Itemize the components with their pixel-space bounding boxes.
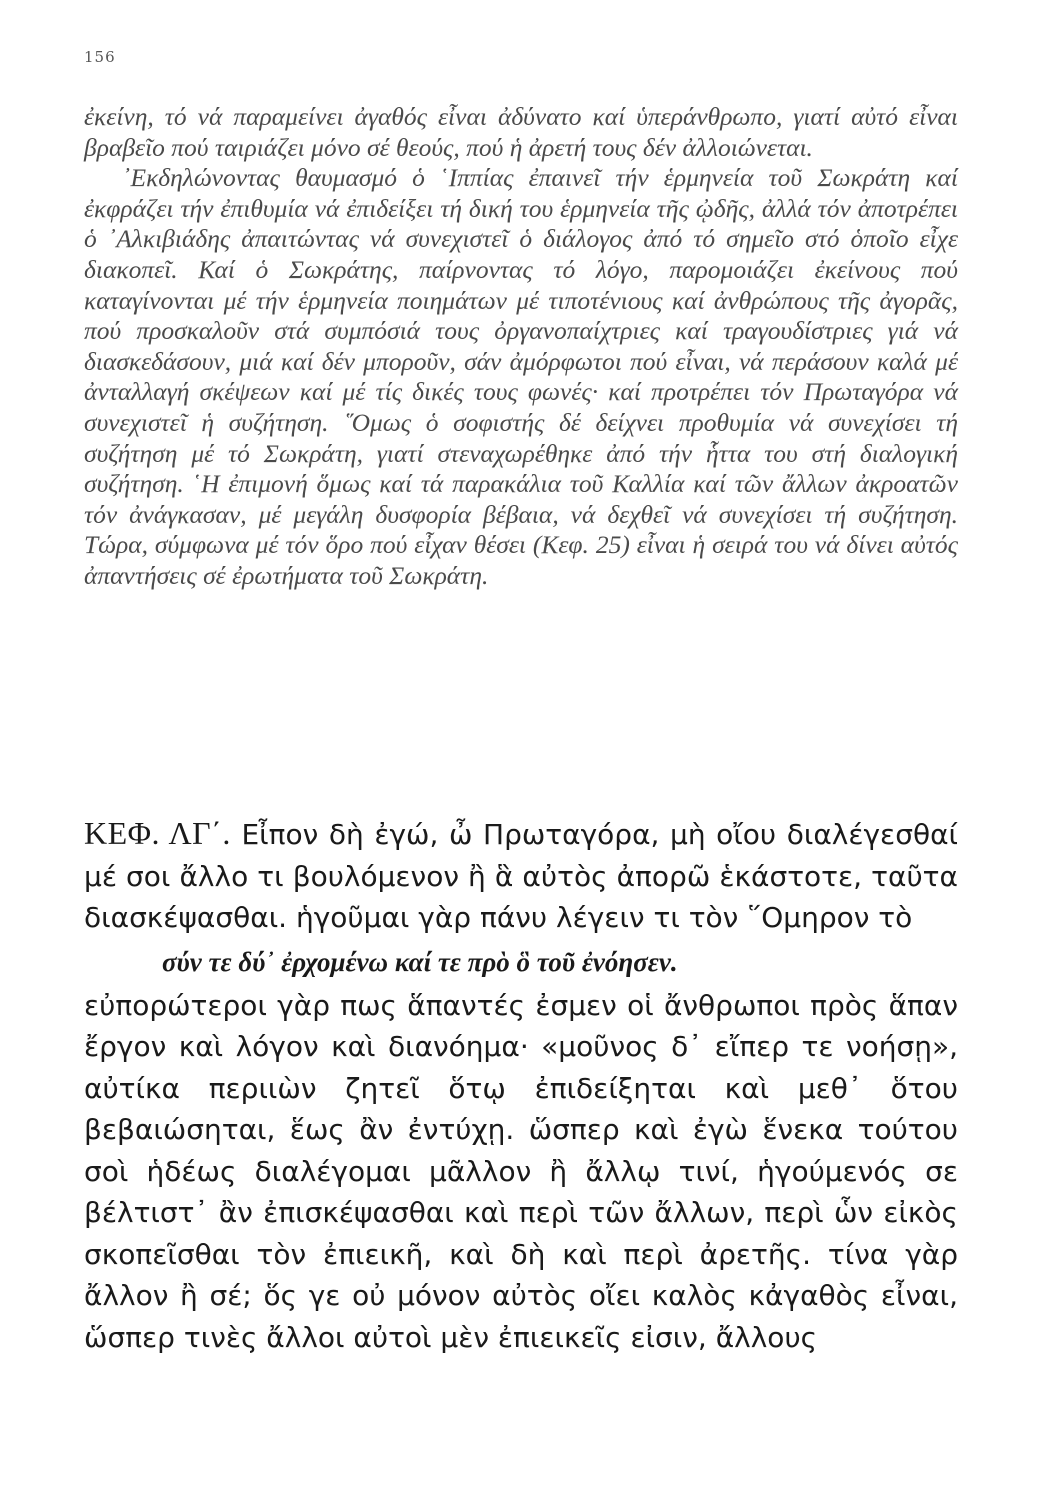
commentary-paragraph: ἐκείνη, τό νά παραμείνει ἀγαθός εἶναι ἀδύνατο καί ὑπεράνθρωπο, γιατί αὐτό εἶναι βραβεῖο πού ταιριάζει μόνο σέ θεούς, πού ἡ ἀρετή τους δέν ἀλλοιώνεται.	[84, 102, 958, 162]
page-number: 156	[84, 48, 116, 66]
greek-paragraph: εὐπορώτεροι γὰρ πως ἅπαντές ἐσμεν οἱ ἄνθρωποι πρὸς ἅπαν ἔργον καὶ λόγον καὶ διανόημα· «μοῦνος δ᾿ εἴπερ τε νοήσῃ», αὐτίκα περιιὼν ζητεῖ ὅτῳ ἐπιδείξηται καὶ μεθ᾿ ὅτου βεβαιώσηται, ἕως ἂν ἐντύχῃ. ὥσπερ καὶ ἐγὼ ἕνεκα τούτου σοὶ ἡδέως διαλέγομαι μᾶλλον ἢ ἄλλῳ τινί, ἡγούμενός σε βέλτιστ᾿ ἂν ἐπισκέψασθαι καὶ περὶ τῶν ἄλλων, περὶ ὧν εἰκὸς σκοπεῖσθαι τὸν ἐπιεικῆ, καὶ δὴ καὶ περὶ ἀρετῆς. τίνα γὰρ ἄλλον ἢ σέ; ὅς γε οὐ μόνον αὐτὸς οἴει καλὸς κἀγαθὸς εἶναι, ὥσπερ τινὲς ἄλλοι αὐτοὶ μὲν ἐπιεικεῖς εἰσιν, ἄλλους	[84, 988, 958, 1354]
ancient-greek-text	[84, 813, 958, 1358]
commentary-paragraph: ᾿Εκδηλώνοντας θαυμασμό ὁ ῾Ιππίας ἐπαινεῖ τήν ἑρμηνεία τοῦ Σωκράτη καί ἐκφράζει τήν ἐπιθυμία νά ἐπιδείξει τή δική του ἑρμηνεία τῆς ᾠδῆς, ἀλλά τόν ἀποτρέπει ὁ ᾿Αλκιβιάδης ἀπαιτώντας νά συνεχιστεῖ ὁ διάλογος ἀπό τό σημεῖο στό ὁποῖο εἶχε διακοπεῖ. Καί ὁ Σωκράτης, παίρνοντας τό λόγο, παρομοιάζει ἐκείνους πού καταγίνονται μέ τήν ἑρμηνεία ποιημάτων μέ τιποτένιους καί ἀνθρώπους τῆς ἀγορᾶς, πού προσκαλοῦν στά συμπόσιά τους ὀργανοπαίχτριες καί τραγουδίστριες γιά νά διασκεδάσουν, μιά καί δέν μποροῦν, σάν ἀμόρφωτοι πού εἶναι, νά περάσουν καλά μέ ἀνταλλαγή σκέψεων καί μέ τίς δικές τους φωνές· καί προτρέπει τόν Πρωταγόρα νά συνεχιστεῖ ἡ συζήτηση. ῞Ομως ὁ σοφιστής δέ δείχνει προθυμία νά συνεχίσει τή συζήτηση μέ τό Σωκράτη, γιατί στεναχωρέθηκε ἀπό τήν ἧττα του στή διαλογική συζήτηση. ῾Η ἐπιμονή ὅμως καί τά παρακάλια τοῦ Καλλία καί τῶν ἄλλων ἀκροατῶν τόν ἀνάγκασαν, μέ μεγάλη δυσφορία βέβαια, νά δεχθεῖ νά συνεχίσει τή συζήτηση. Τώρα, σύμφωνα μέ τόν ὅρο πού εἶχαν θέσει (Κεφ. 25) εἶναι ἡ σειρά του νά δίνει αὐτός ἀπαντήσεις σέ ἐρωτήματα τοῦ Σωκράτη.	[84, 163, 958, 590]
greek-paragraph-text: Εἶπον δὴ ἐγώ, ὦ Πρωταγόρα, μὴ οἴου διαλέγεσθαί μέ σοι ἄλλο τι βουλόμενον ἢ ἃ αὐτὸς ἀπορῶ ἑκάστοτε, ταῦτα διασκέψασθαι. ἡγοῦμαι γὰρ πάνυ λέγειν τι τὸν ῞Ομηρον τὸ	[84, 818, 959, 934]
chapter-label: ΚΕΦ. ΛΓ΄.	[84, 815, 231, 851]
greek-paragraph	[84, 813, 958, 939]
commentary-section	[84, 102, 958, 592]
homer-quote: σύν τε δύ᾿ ἐρχομένω καί τε πρὸ ὃ τοῦ ἐνόησεν.	[162, 946, 678, 977]
